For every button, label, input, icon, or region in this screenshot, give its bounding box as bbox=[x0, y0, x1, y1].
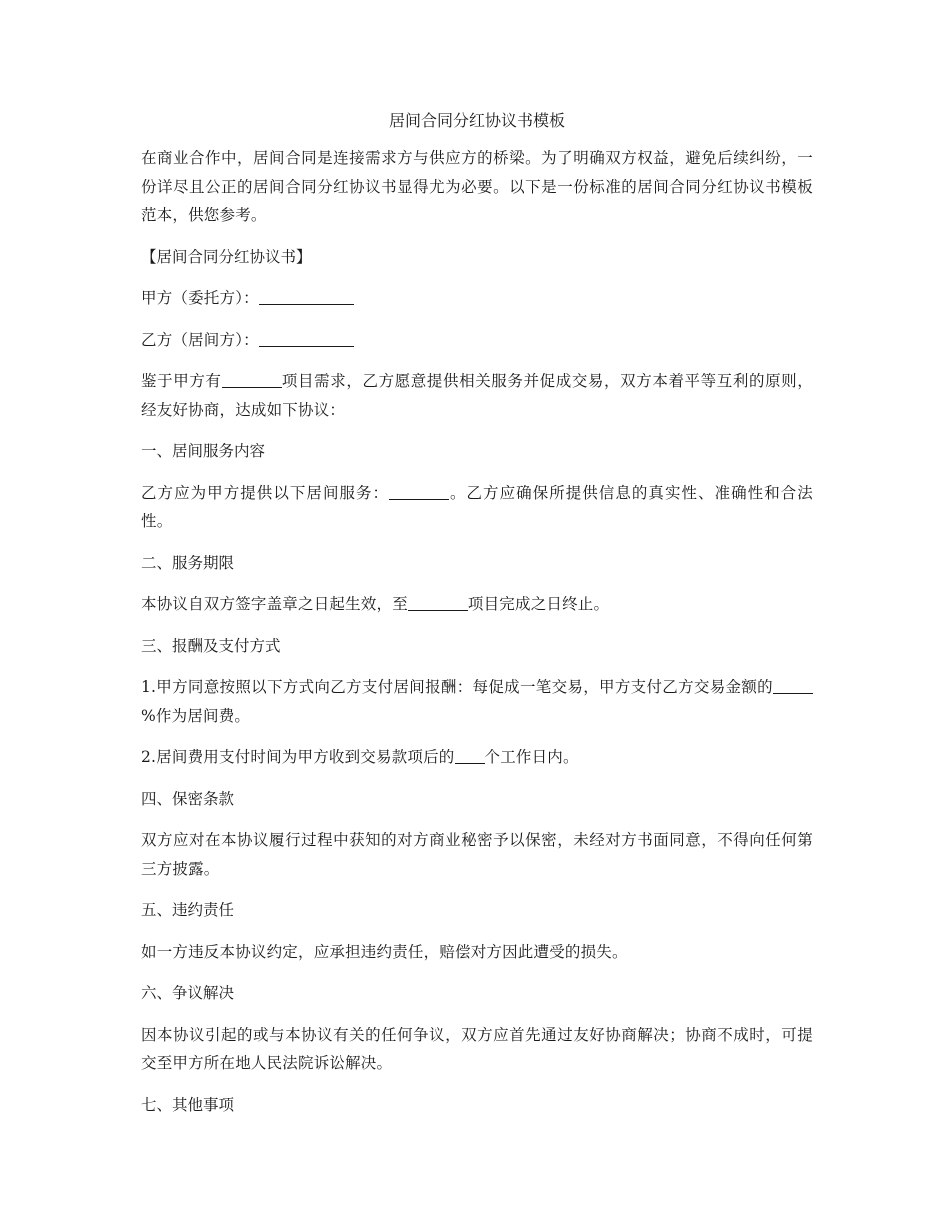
section-3-heading: 三、报酬及支付方式 bbox=[141, 636, 281, 655]
section-3-item-2 bbox=[141, 743, 813, 772]
project-blank bbox=[222, 370, 282, 388]
section-1-text bbox=[141, 479, 813, 536]
document-page bbox=[141, 108, 813, 1132]
term-blank bbox=[408, 593, 468, 611]
section-2-text bbox=[141, 590, 813, 619]
preamble-text-2: 项目需求，乙方愿意提供相关服务并促成交易，双方本着平等互利的原则，经友好协商，达成如下协议： bbox=[141, 372, 813, 419]
service-blank bbox=[389, 482, 449, 500]
section-6-heading: 六、争议解决 bbox=[141, 984, 235, 1002]
days-blank bbox=[455, 746, 485, 764]
party-b-label: 乙方（居间方）： bbox=[141, 330, 259, 349]
intro-paragraph: 在商业合作中，居间合同是连接需求方与供应方的桥梁。为了明确双方权益，避免后续纠纷，一份详尽且公正的居间合同分红协议书显得尤为必要。以下是一份标准的居间合同分红协议书模板范本，供您参考。 bbox=[141, 149, 813, 224]
section-5-heading: 五、违约责任 bbox=[141, 901, 235, 919]
section-4-heading: 四、保密条款 bbox=[141, 789, 235, 808]
preamble-text-1: 鉴于甲方有 bbox=[141, 372, 222, 390]
section-3-item-1-text-2: %作为居间费。 bbox=[141, 706, 251, 725]
percent-blank bbox=[773, 676, 813, 694]
section-3-item-2-text-2: 个工作日内。 bbox=[484, 748, 579, 766]
party-a-blank bbox=[259, 287, 354, 305]
section-3-item-1 bbox=[141, 673, 813, 730]
section-4-text: 双方应对在本协议履行过程中获知的对方商业秘密予以保密，未经对方书面同意，不得向任何第三方披露。 bbox=[141, 831, 813, 878]
party-a-label: 甲方（委托方）： bbox=[141, 289, 259, 307]
section-2-text-2: 项目完成之日终止。 bbox=[467, 595, 610, 613]
party-b-blank bbox=[259, 329, 354, 347]
section-1-text-1: 乙方应为甲方提供以下居间服务： bbox=[141, 483, 390, 502]
section-7-heading: 七、其他事项 bbox=[141, 1095, 235, 1114]
section-1-text-2: 。乙方应确保所提供信息的真实性、准确性和合法性。 bbox=[141, 483, 813, 530]
section-2-heading: 二、服务期限 bbox=[141, 553, 235, 572]
section-5-text: 如一方违反本协议约定，应承担违约责任，赔偿对方因此遭受的损失。 bbox=[141, 942, 628, 961]
section-6-text: 因本协议引起的或与本协议有关的任何争议，双方应首先通过友好协商解决；协商不成时，可提交至甲方所在地人民法院诉讼解决。 bbox=[141, 1025, 813, 1072]
section-1-heading: 一、居间服务内容 bbox=[141, 442, 266, 460]
section-3-item-1-text-1: 1.甲方同意按照以下方式向乙方支付居间报酬：每促成一笔交易，甲方支付乙方交易金额的 bbox=[141, 678, 773, 696]
agreement-header: 【居间合同分红协议书】 bbox=[141, 247, 312, 266]
section-2-text-1: 本协议自双方签字盖章之日起生效，至 bbox=[141, 595, 408, 613]
document-title: 居间合同分红协议书模板 bbox=[388, 111, 565, 130]
section-3-item-2-text-1: 2.居间费用支付时间为甲方收到交易款项后的 bbox=[141, 748, 455, 766]
party-a-line bbox=[141, 284, 813, 313]
preamble-paragraph bbox=[141, 367, 813, 424]
party-b-line bbox=[141, 326, 813, 355]
